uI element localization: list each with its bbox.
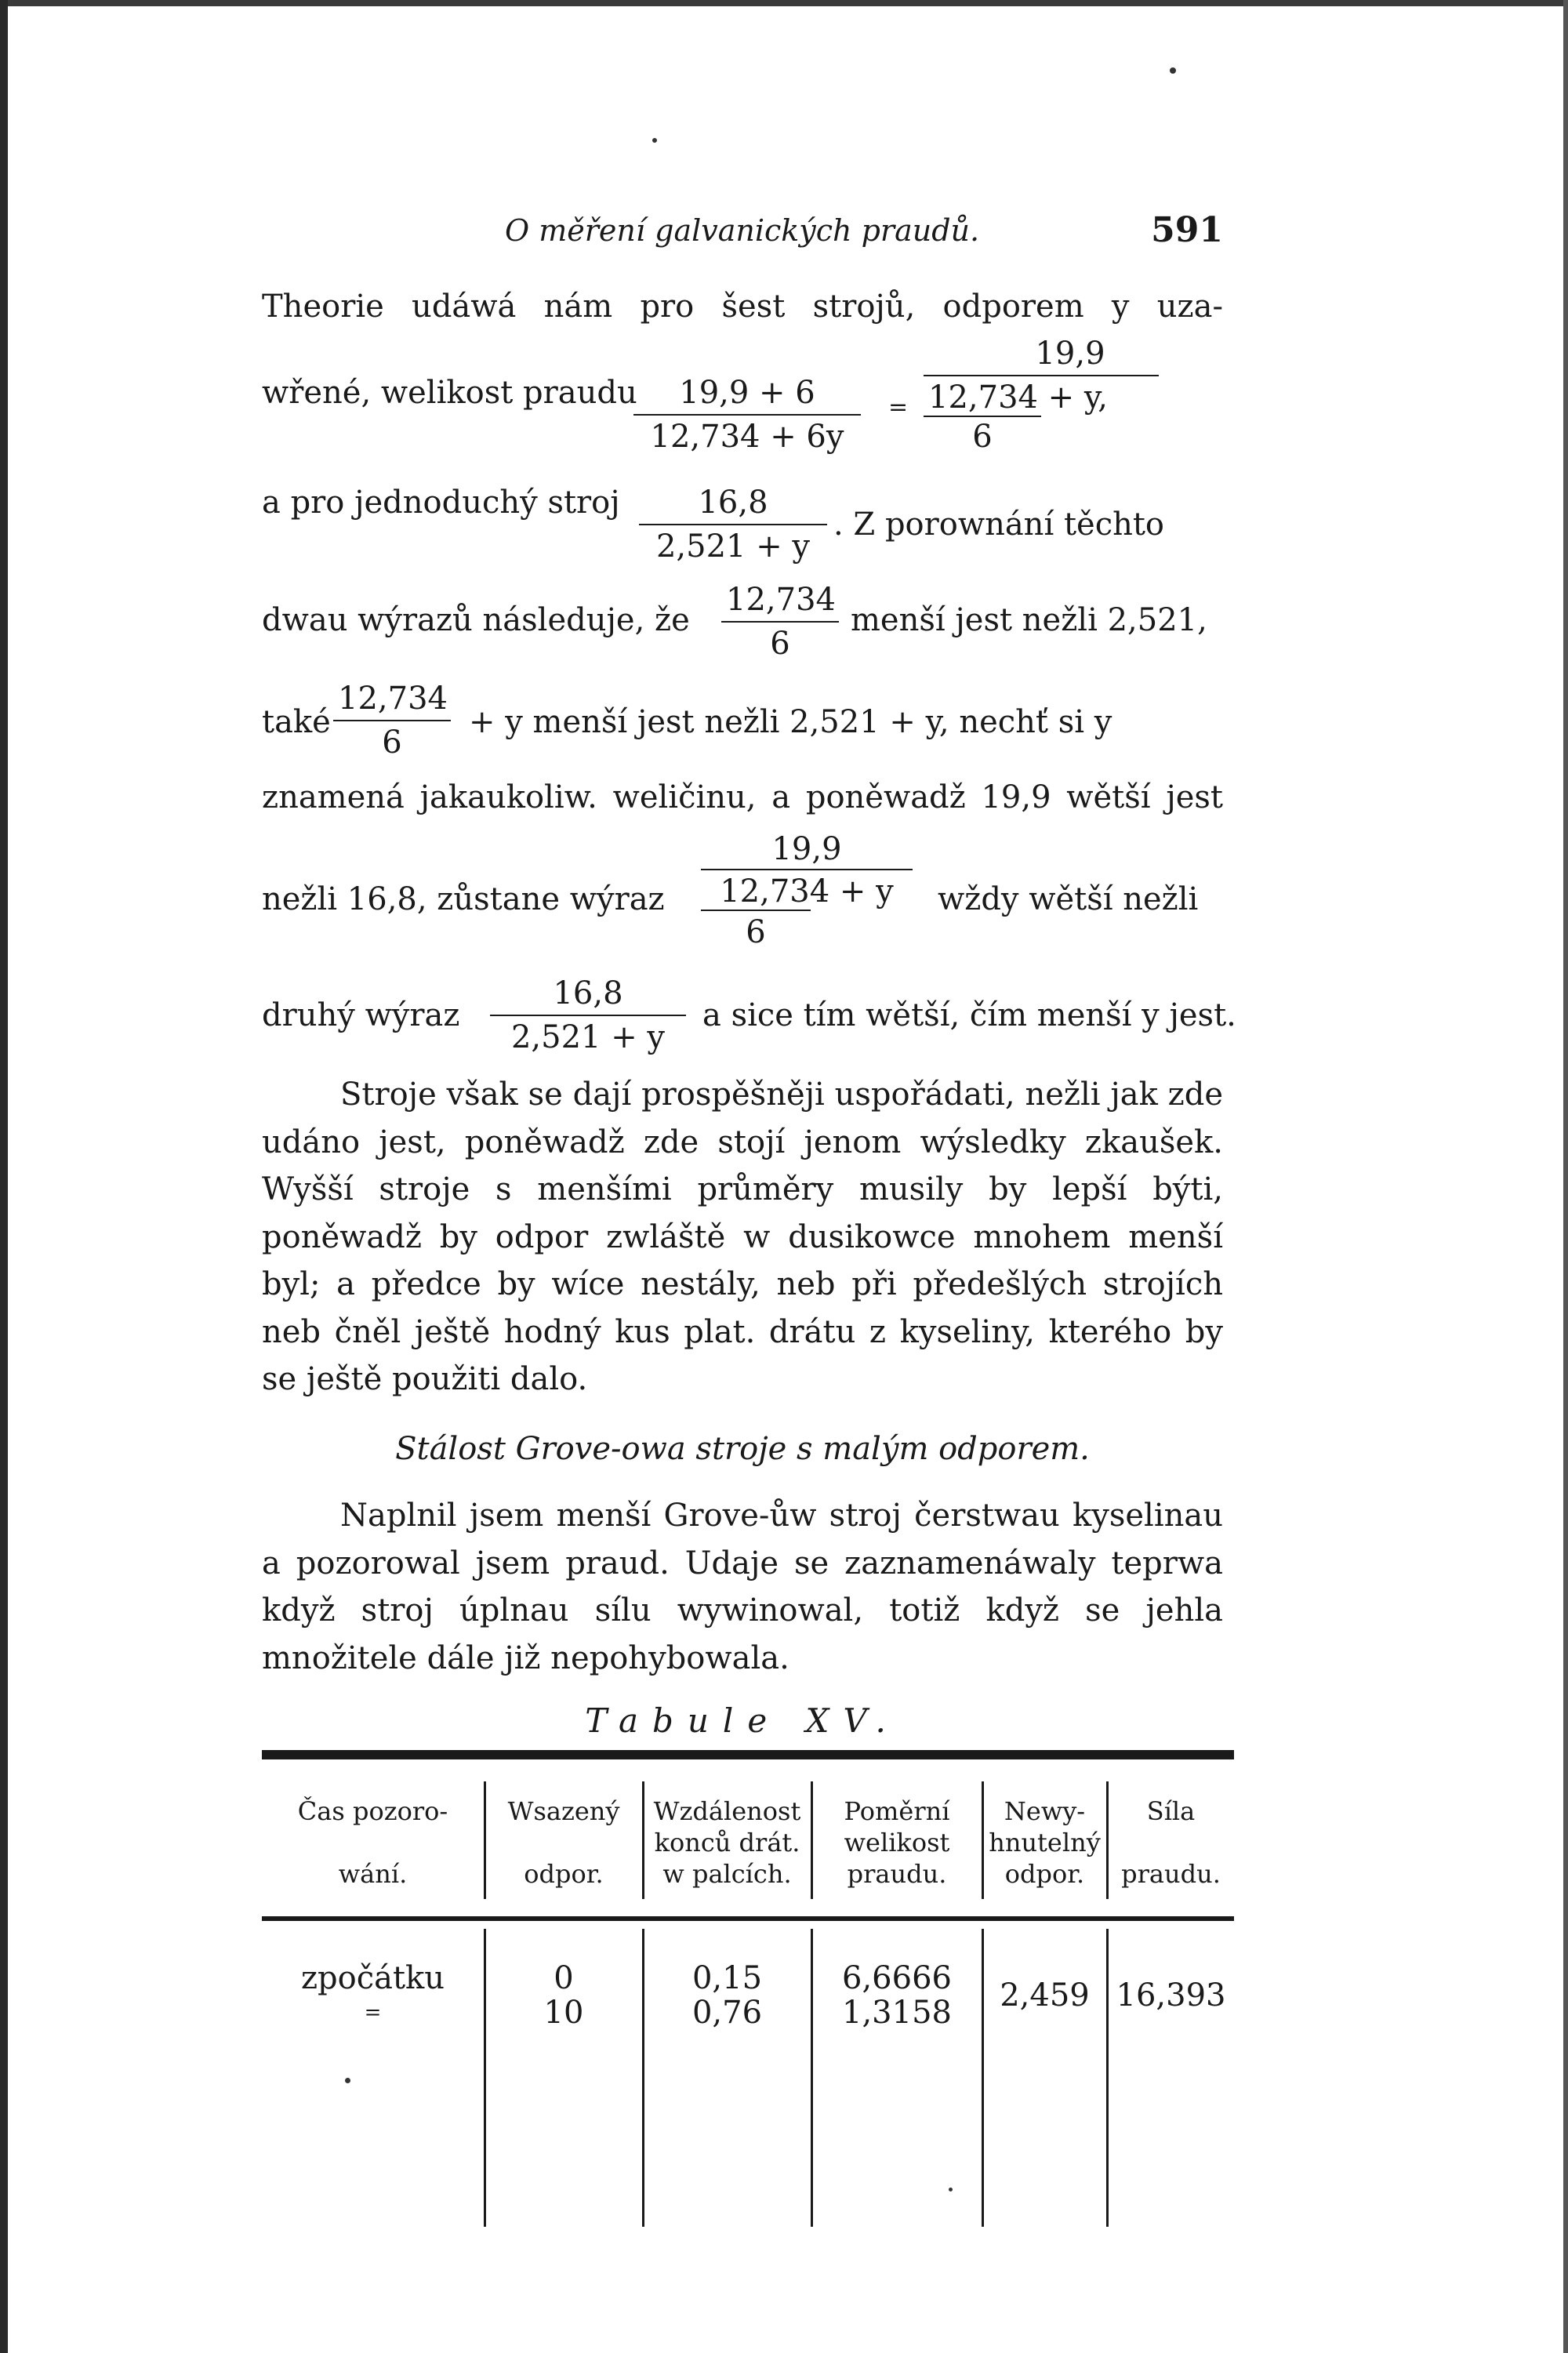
fraction-numerator: 12,734 xyxy=(721,582,839,623)
header-line: konců drát. xyxy=(654,1828,800,1857)
header-line: Wzdálenost xyxy=(653,1796,801,1826)
intro-line-8-lead: druhý wýraz xyxy=(262,997,460,1033)
header-line: Čas pozoro- xyxy=(297,1796,448,1826)
fraction-12734-6-b xyxy=(333,681,451,761)
header-line: welikost xyxy=(844,1828,950,1857)
fraction-jednoduchy xyxy=(639,485,827,565)
intro-line-4-lead: dwau wýrazů následuje, že xyxy=(262,602,690,638)
page-number: 591 xyxy=(1151,210,1223,250)
cell-sila: 16,393 xyxy=(1116,1977,1226,2013)
header-line: Newy- xyxy=(1004,1796,1086,1826)
header-line: odpor. xyxy=(524,1859,604,1889)
running-header xyxy=(262,210,1223,257)
fraction-numerator: 16,8 xyxy=(639,485,827,525)
cell-wzdalenost: 0,15 xyxy=(691,1960,763,1996)
scan-edge-top xyxy=(0,0,1568,6)
data-table xyxy=(262,1750,1234,2048)
intro-line-3-lead: a pro jednoduchý stroj xyxy=(262,485,620,521)
header-line: Síla xyxy=(1146,1796,1196,1826)
fraction-numerator: 16,8 xyxy=(490,975,686,1016)
paragraph-stroje xyxy=(262,1071,1223,1403)
cell-pomerni: 6,6666 xyxy=(842,1960,952,1996)
header-line: hnutelný xyxy=(989,1828,1101,1857)
equals-sign: = xyxy=(888,394,909,421)
header-line xyxy=(485,1827,642,1858)
header-line: Poměrní xyxy=(844,1796,950,1826)
scan-speck xyxy=(652,138,657,143)
header-line: wání. xyxy=(338,1859,408,1889)
fraction-nested xyxy=(924,336,1159,455)
intro-line-5-tail: + y menší jest nežli 2,521 + y, nechť si y xyxy=(469,704,1112,740)
cell-odpor: 10 xyxy=(543,1995,584,2031)
fraction-strojove xyxy=(633,375,861,455)
scan-edge-right xyxy=(1563,0,1568,2353)
header-title: O měření galvanických praudů. xyxy=(505,213,980,248)
intro-line-7-lead: nežli 16,8, zůstane wýraz xyxy=(262,881,665,917)
intro-line-2-lead: wřené, welikost praudu xyxy=(262,375,637,411)
header-line: praudu. xyxy=(1121,1859,1221,1889)
header-line: w palcích. xyxy=(662,1859,792,1889)
intro-line-6: znamená jakaukoliw. weličinu, a poněwadž 19,9 wětší jest xyxy=(262,779,1223,815)
header-line xyxy=(262,1827,484,1858)
cell-newyhnutelny: 2,459 xyxy=(1000,1977,1090,2013)
paragraph-naplnil xyxy=(262,1492,1223,1682)
header-sila xyxy=(1108,1796,1234,1890)
header-line: odpor. xyxy=(1004,1859,1085,1889)
scan-edge-left xyxy=(0,0,8,2353)
intro-line-4-tail: menší jest nežli 2,521, xyxy=(851,602,1207,638)
cell-odpor: 0 xyxy=(554,1960,574,1996)
intro-line-7-tail: wždy wětší nežli xyxy=(938,881,1199,917)
scan-speck xyxy=(1170,67,1176,74)
header-line: Wsazený xyxy=(507,1796,620,1826)
table-caption: Tabule XV. xyxy=(585,1701,900,1740)
paragraph-text: Stroje však se dají prospěšněji uspořádati, nežli jak zde udáno jest, poněwadž zde stojí jenom wýsledky zkaušek. Wyšší stroje s menšími průměry musily by lepší býti, poněwadž by odpor zwláště w dusikowce mnohem menší byl; a předce by wíce nestály, neb při předešlých strojích neb čněl ještě hodný kus plat. drátu z kyseliny, kterého by se ještě použiti dalo. xyxy=(262,1077,1223,1397)
cell-time-ditto: = xyxy=(364,2001,382,2024)
fraction-denominator: 12,734 + 6y xyxy=(650,419,844,455)
fraction-12734-6 xyxy=(721,582,839,662)
fraction-numerator: 19,9 xyxy=(771,831,842,867)
fraction-denominator: 2,521 + y xyxy=(510,1019,666,1055)
fraction-wyraz xyxy=(701,831,913,950)
table-top-rule xyxy=(262,1750,1234,1759)
cell-pomerni: 1,3158 xyxy=(842,1995,952,2031)
fraction-denominator-sub: 6 xyxy=(701,910,811,950)
paragraph-text: Naplnil jsem menší Grove-ůw stroj čerstwau kyselinau a pozorowal jsem praud. Udaje se zaznamenáwaly teprwa když stroj úplnau sílu wywinowal, totiž když se jehla množitele dále již nepohybowala. xyxy=(262,1498,1223,1676)
fraction-denominator-main: 12,734 + y, xyxy=(928,379,1108,416)
header-wsazeny xyxy=(485,1796,642,1890)
fraction-denominator: 2,521 + y xyxy=(655,528,811,565)
cell-time: zpočátku xyxy=(300,1960,445,1996)
fraction-denominator: 6 xyxy=(770,626,790,662)
table-header-rule xyxy=(262,1916,1234,1921)
scan-speck xyxy=(345,2078,350,2083)
header-line xyxy=(1108,1827,1234,1858)
intro-line-3-tail: . Z porownání těchto xyxy=(833,507,1165,543)
section-subheading: Stálost Grove-owa stroje s malým odporem. xyxy=(395,1431,1090,1467)
fraction-denominator: 6 xyxy=(382,724,402,761)
intro-line-1: Theorie udáwá nám pro šest strojů, odporem y uza- xyxy=(262,289,1223,325)
fraction-denominator-main: 12,734 + y xyxy=(701,869,913,910)
fraction-numerator: 19,9 + 6 xyxy=(633,375,861,416)
cell-wzdalenost: 0,76 xyxy=(691,1995,763,2031)
intro-line-8-tail: a sice tím wětší, čím menší y jest. xyxy=(702,997,1236,1033)
header-cas xyxy=(262,1796,484,1890)
header-pomerni xyxy=(812,1796,982,1890)
column-divider xyxy=(1106,1929,1109,2227)
header-wzdalenost xyxy=(644,1796,811,1890)
fraction-denominator-sub: 6 xyxy=(924,416,1041,455)
header-line: praudu. xyxy=(847,1859,947,1889)
scan-speck xyxy=(949,2188,953,2191)
header-newyhnutelny xyxy=(983,1796,1106,1890)
fraction-numerator: 12,734 xyxy=(333,681,451,721)
fraction-numerator: 19,9 xyxy=(924,336,1159,376)
column-divider xyxy=(982,1929,984,2227)
intro-line-5-lead: také xyxy=(262,704,331,740)
fraction-druhy xyxy=(490,975,686,1055)
